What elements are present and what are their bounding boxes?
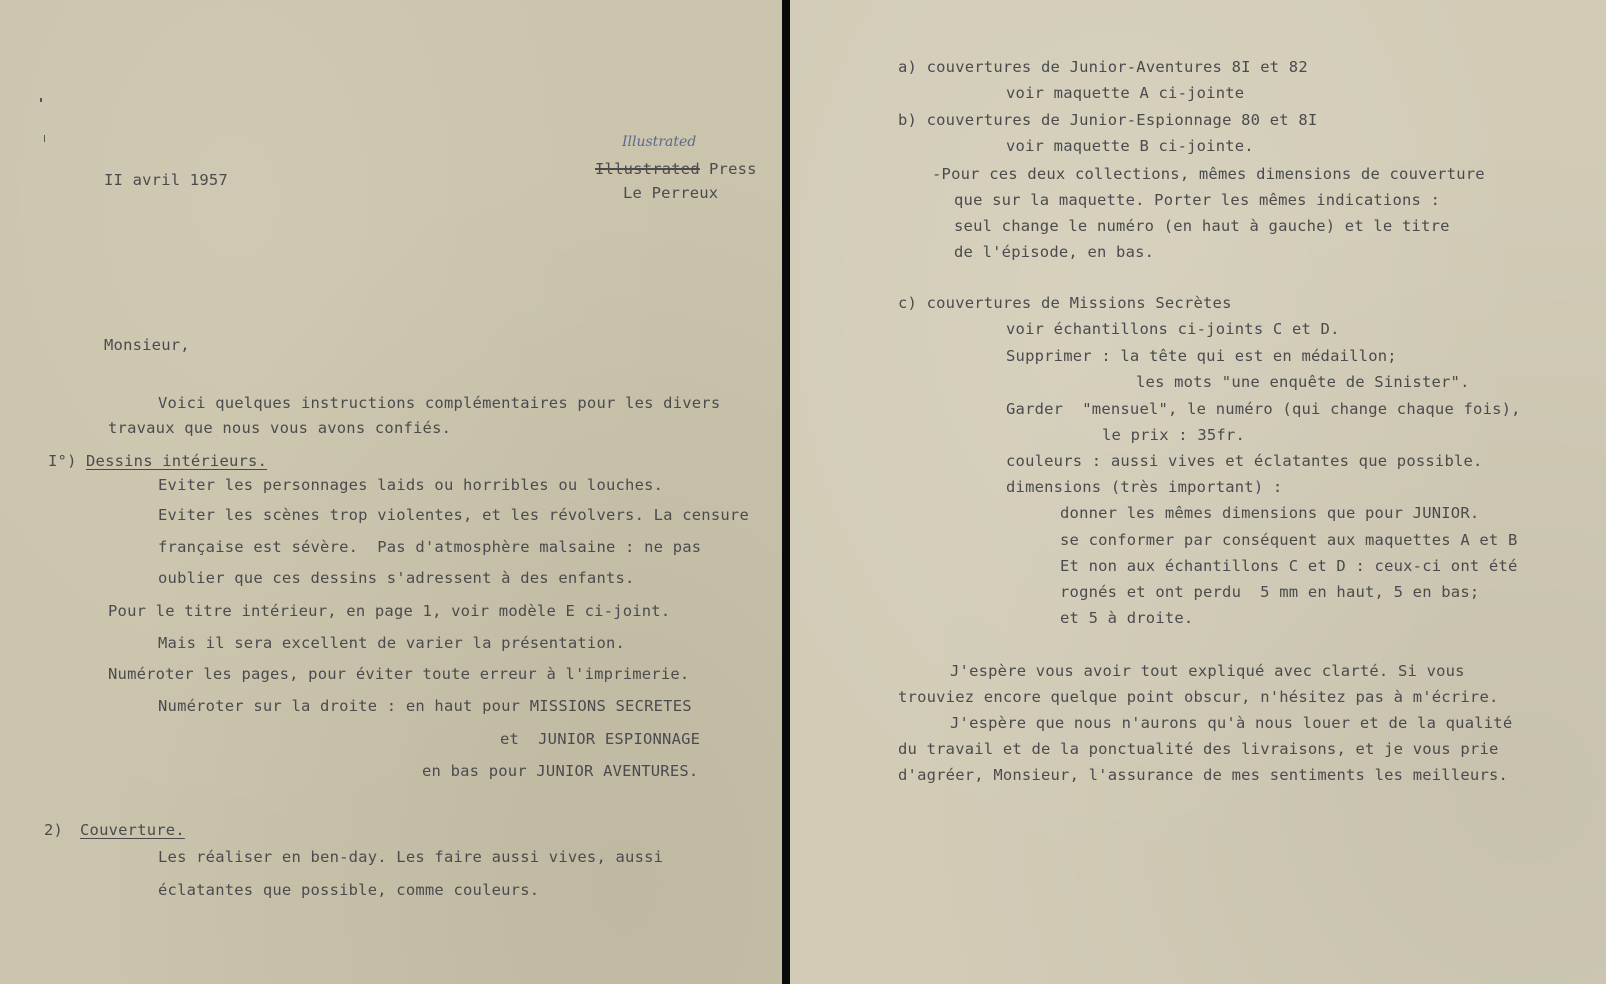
section-1-line-2: Eviter les scènes trop violentes, et les révolvers. La censure xyxy=(158,506,749,524)
section-1-line-6: Mais il sera excellent de varier la présentation. xyxy=(158,634,626,652)
item-c-line-5: Garder "mensuel", le numéro (qui change chaque fois), xyxy=(1006,400,1521,418)
item-c-line-8: dimensions (très important) : xyxy=(1006,478,1283,496)
item-ab-line-3: seul change le numéro (en haut à gauche) et le titre xyxy=(954,217,1450,235)
closing-line-2: trouviez encore quelque point obscur, n'hésitez pas à m'écrire. xyxy=(898,688,1499,706)
section-1-line-7: Numéroter les pages, pour éviter toute erreur à l'imprimerie. xyxy=(108,665,690,683)
item-c-line-13: et 5 à droite. xyxy=(1060,609,1194,627)
section-1-number: I°) xyxy=(48,452,77,470)
section-2-line-1: Les réaliser en ben-day. Les faire aussi vives, aussi xyxy=(158,848,664,866)
item-c-line-12: rognés et ont perdu 5 mm en haut, 5 en bas; xyxy=(1060,583,1480,601)
closing-line-4: du travail et de la ponctualité des livraisons, et je vous prie xyxy=(898,740,1499,758)
item-a-line-2: voir maquette A ci-jointe xyxy=(1006,84,1245,102)
letter-page-right xyxy=(790,0,1606,984)
section-2-line-2: éclatantes que possible, comme couleurs. xyxy=(158,881,540,899)
section-1-title: Dessins intérieurs. xyxy=(86,452,268,470)
salutation: Monsieur, xyxy=(104,336,190,354)
section-1-line-4: oublier que ces dessins s'adressent à des enfants. xyxy=(158,569,635,587)
item-ab-line-2: que sur la maquette. Porter les mêmes indications : xyxy=(954,191,1441,209)
section-1-line-8: Numéroter sur la droite : en haut pour MISSIONS SECRETES xyxy=(158,697,692,715)
closing-line-5: d'agréer, Monsieur, l'assurance de mes sentiments les meilleurs. xyxy=(898,766,1509,784)
section-2-title: Couverture. xyxy=(80,821,185,839)
item-c-line-4: les mots "une enquête de Sinister". xyxy=(1136,373,1470,391)
item-c-line-6: le prix : 35fr. xyxy=(1102,426,1245,444)
handwritten-correction: Illustrated xyxy=(622,134,697,150)
sender-city: Le Perreux xyxy=(623,184,719,202)
item-c-line-11: Et non aux échantillons C et D : ceux-ci ont été xyxy=(1060,557,1518,575)
sender-press: Press xyxy=(709,160,757,178)
closing-line-1: J'espère vous avoir tout expliqué avec clarté. Si vous xyxy=(950,662,1465,680)
letter-date: II avril 1957 xyxy=(104,171,228,189)
page-divider xyxy=(782,0,790,984)
paper-speck xyxy=(44,135,45,142)
section-1-line-9: et JUNIOR ESPIONNAGE xyxy=(500,730,701,748)
section-1-line-10: en bas pour JUNIOR AVENTURES. xyxy=(422,762,699,780)
letter-page-left xyxy=(0,0,782,984)
item-c-line-3: Supprimer : la tête qui est en médaillon; xyxy=(1006,347,1397,365)
item-c-line-10: se conformer par conséquent aux maquettes A et B xyxy=(1060,531,1518,549)
section-1-line-3: française est sévère. Pas d'atmosphère malsaine : ne pas xyxy=(158,538,702,556)
paper-speck xyxy=(40,98,42,102)
intro-line-1: Voici quelques instructions complémentaires pour les divers xyxy=(158,394,721,412)
section-1-line-5: Pour le titre intérieur, en page 1, voir modèle E ci-joint. xyxy=(108,602,671,620)
closing-line-3: J'espère que nous n'aurons qu'à nous louer et de la qualité xyxy=(950,714,1513,732)
section-1-line-1: Eviter les personnages laids ou horribles ou louches. xyxy=(158,476,664,494)
item-ab-line-1: -Pour ces deux collections, mêmes dimensions de couverture xyxy=(932,165,1485,183)
item-c-line-9: donner les mêmes dimensions que pour JUNIOR. xyxy=(1060,504,1480,522)
item-c-line-1: c) couvertures de Missions Secrètes xyxy=(898,294,1232,312)
section-2-number: 2) xyxy=(44,821,64,839)
item-b-line-2: voir maquette B ci-jointe. xyxy=(1006,137,1254,155)
item-ab-line-4: de l'épisode, en bas. xyxy=(954,243,1155,261)
sender-name-struck: Illustrated xyxy=(595,160,700,178)
intro-line-2: travaux que nous vous avons confiés. xyxy=(108,419,452,437)
item-c-line-2: voir échantillons ci-joints C et D. xyxy=(1006,320,1340,338)
item-b-line-1: b) couvertures de Junior-Espionnage 80 et 8I xyxy=(898,111,1318,129)
item-a-line-1: a) couvertures de Junior-Aventures 8I et 82 xyxy=(898,58,1308,76)
item-c-line-7: couleurs : aussi vives et éclatantes que possible. xyxy=(1006,452,1483,470)
